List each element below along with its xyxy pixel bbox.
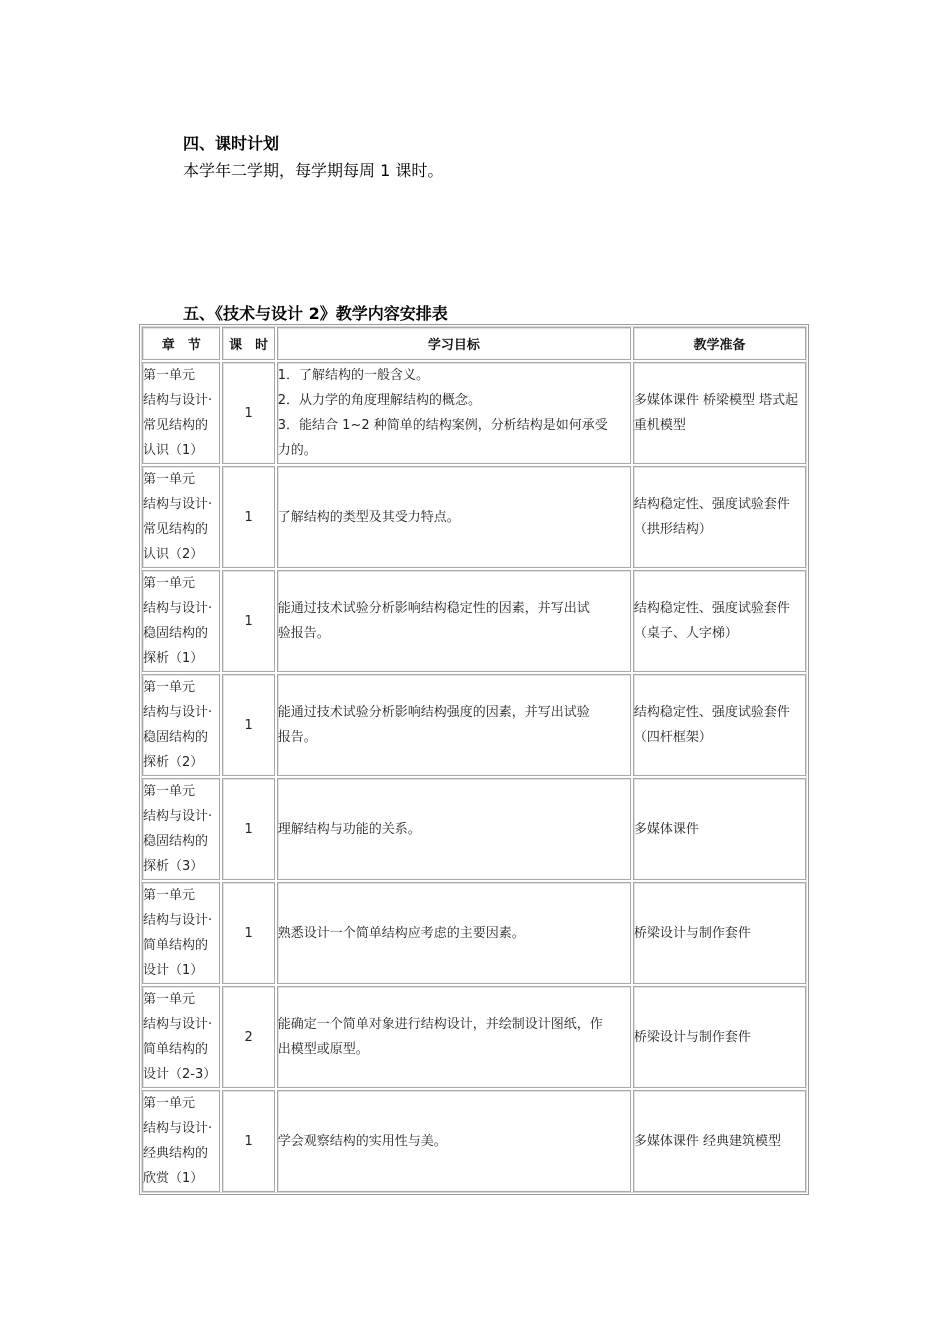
cell-chapter [142,1090,220,1192]
cell-hours: 1 [222,570,274,672]
cell-chapter [142,362,220,464]
chapter-line: 结构与设计· [143,1017,213,1032]
table-header-row [142,327,806,360]
goal-line: 力的。 [277,443,317,458]
chapter-line: 第一单元 [143,368,196,383]
section5-title: 五、《技术与设计 2》教学内容安排表 [183,304,448,323]
cell-goal [277,778,631,880]
cell-goal [277,674,631,776]
goal-line: 了解结构的类型及其受力特点。 [277,509,460,525]
chapter-line: 简单结构的 [143,1042,209,1057]
goal-line: 报告。 [277,730,317,745]
section4-text: 本学年二学期，每学期每周 1 课时。 [183,161,444,180]
cell-chapter [142,570,220,672]
goal-line: 熟悉设计一个简单结构应考虑的主要因素。 [277,925,525,941]
cell-hours: 1 [222,466,274,568]
cell-goal [277,986,631,1088]
table-row [142,1090,806,1192]
cell-goal [277,570,631,672]
header-hours: 课 时 [222,327,274,360]
chapter-line: 常见结构的 [143,418,209,433]
goal-line: 能通过技术试验分析影响结构稳定性的因素，并写出试 [277,601,590,616]
cell-chapter [142,986,220,1088]
cell-prep: 多媒体课件 桥梁模型 塔式起重机模型 [633,362,806,464]
chapter-line: 设计（2-3） [143,1067,217,1082]
chapter-line: 探析（2） [143,755,204,770]
chapter-line: 认识（1） [143,443,204,458]
cell-chapter [142,674,220,776]
cell-hours: 1 [222,674,274,776]
chapter-line: 经典结构的 [143,1146,209,1161]
chapter-line: 第一单元 [143,680,196,695]
table-row [142,778,806,880]
cell-goal [277,362,631,464]
chapter-line: 结构与设计· [143,497,213,512]
chapter-line: 欣赏（1） [143,1171,204,1186]
table-row [142,362,806,464]
cell-goal [277,882,631,984]
table-row [142,986,806,1088]
chapter-line: 设计（1） [143,963,204,978]
cell-hours: 1 [222,882,274,984]
table-row [142,466,806,568]
cell-prep: 结构稳定性、强度试验套件（桌子、人字梯） [633,570,806,672]
goal-line: 2．从力学的角度理解结构的概念。 [277,393,482,408]
cell-hours: 1 [222,778,274,880]
chapter-line: 稳固结构的 [143,730,209,745]
goal-line: 1．了解结构的一般含义。 [277,368,430,383]
chapter-line: 探析（3） [143,859,204,874]
chapter-line: 结构与设计· [143,601,213,616]
goal-line: 能确定一个简单对象进行结构设计，并绘制设计图纸，作 [277,1017,603,1032]
chapter-line: 结构与设计· [143,913,213,928]
chapter-line: 探析（1） [143,651,204,666]
chapter-line: 稳固结构的 [143,834,209,849]
table-row [142,570,806,672]
cell-goal [277,1090,631,1192]
cell-hours: 2 [222,986,274,1088]
goal-line: 能通过技术试验分析影响结构强度的因素，并写出试验 [277,705,590,720]
schedule-table-frame [139,324,809,1195]
cell-prep: 结构稳定性、强度试验套件（拱形结构） [633,466,806,568]
goal-line: 验报告。 [277,626,330,641]
goal-line: 3．能结合 1~2 种简单的结构案例，分析结构是如何承受 [277,418,608,433]
chapter-line: 简单结构的 [143,938,209,953]
chapter-line: 第一单元 [143,784,196,799]
table-row [142,882,806,984]
cell-hours: 1 [222,1090,274,1192]
chapter-line: 第一单元 [143,472,196,487]
cell-chapter [142,778,220,880]
cell-chapter [142,466,220,568]
chapter-line: 认识（2） [143,547,204,562]
chapter-line: 第一单元 [143,1096,196,1111]
chapter-line: 第一单元 [143,576,196,591]
cell-prep: 多媒体课件 经典建筑模型 [633,1090,806,1192]
chapter-line: 第一单元 [143,992,196,1007]
chapter-line: 稳固结构的 [143,626,209,641]
header-goal: 学习目标 [277,327,631,360]
goal-line: 理解结构与功能的关系。 [277,821,421,837]
cell-prep: 结构稳定性、强度试验套件（四杆框架） [633,674,806,776]
chapter-line: 结构与设计· [143,705,213,720]
table-row [142,674,806,776]
cell-hours: 1 [222,362,274,464]
schedule-table [140,325,808,1194]
chapter-line: 结构与设计· [143,1121,213,1136]
cell-chapter [142,882,220,984]
header-chapter: 章 节 [142,327,220,360]
goal-line: 学会观察结构的实用性与美。 [277,1133,447,1149]
cell-prep: 桥梁设计与制作套件 [633,986,806,1088]
chapter-line: 结构与设计· [143,809,213,824]
goal-line: 出模型或原型。 [277,1042,369,1057]
table-body [142,362,806,1192]
section4-title: 四、课时计划 [183,134,280,153]
chapter-line: 结构与设计· [143,393,213,408]
cell-prep: 多媒体课件 [633,778,806,880]
header-prep: 教学准备 [633,327,806,360]
chapter-line: 常见结构的 [143,522,209,537]
chapter-line: 第一单元 [143,888,196,903]
cell-goal [277,466,631,568]
cell-prep: 桥梁设计与制作套件 [633,882,806,984]
